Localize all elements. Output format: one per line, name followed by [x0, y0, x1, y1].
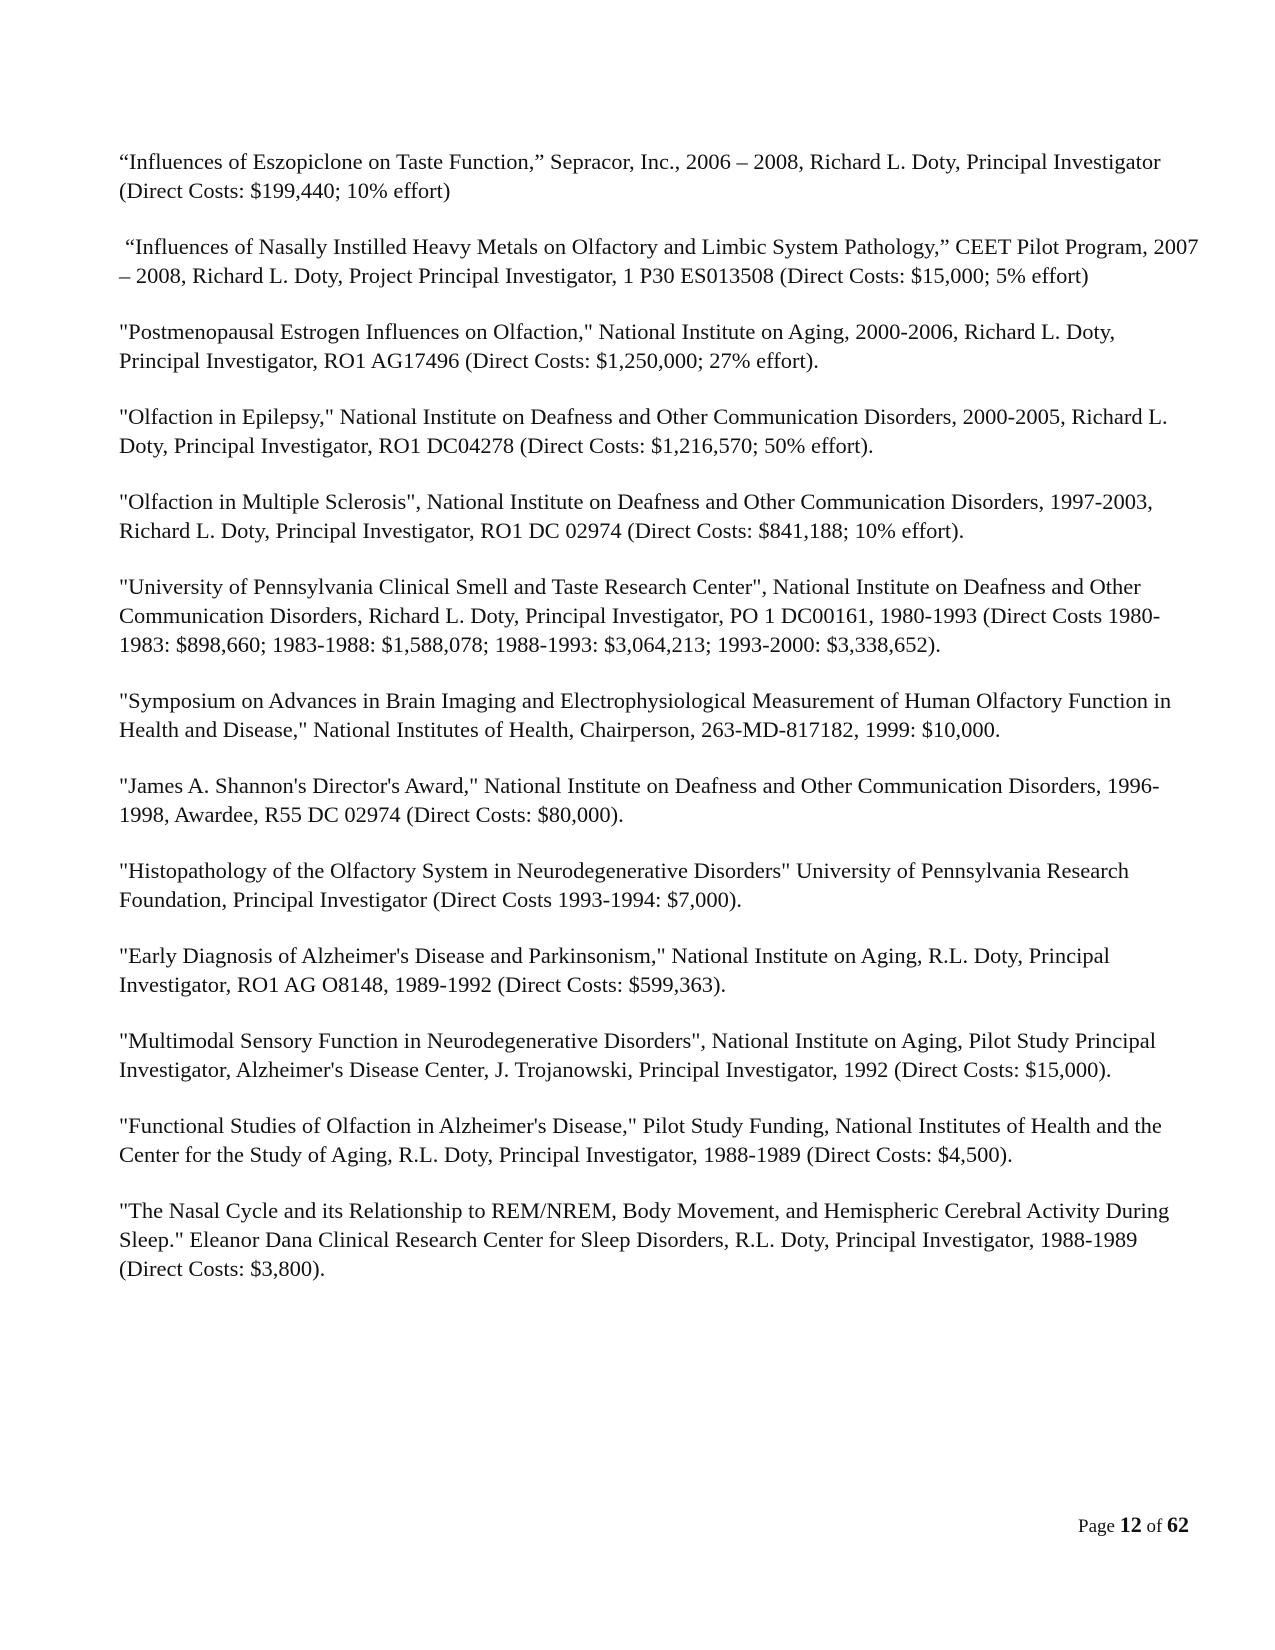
page-footer	[1078, 1513, 1189, 1539]
grant-entry: "Olfaction in Multiple Sclerosis", National Institute on Deafness and Other Communication Disorders, 1997-2003, Richard L. Doty, Principal Investigator, RO1 DC 02974 (Direct Costs: $841,188; 10% effort).	[119, 489, 1153, 543]
grant-entry: "Early Diagnosis of Alzheimer's Disease and Parkinsonism," National Institute on Aging, R.L. Doty, Principal Investigator, RO1 AG O8148, 1989-1992 (Direct Costs: $599,363).	[119, 943, 1110, 997]
grant-entry: "Histopathology of the Olfactory System in Neurodegenerative Disorders" University of Pennsylvania Research Foundation, Principal Investigator (Direct Costs 1993-1994: $7,000).	[119, 858, 1129, 912]
grant-entry: "The Nasal Cycle and its Relationship to REM/NREM, Body Movement, and Hemispheric Cerebral Activity During Sleep." Eleanor Dana Clinical Research Center for Sleep Disorders, R.L. Doty, Principal Investigator, 1988-1989 (Direct Costs: $3,800).	[119, 1198, 1170, 1281]
total-pages: 62	[1167, 1512, 1190, 1537]
grant-list	[119, 147, 1199, 1310]
page-label: Page	[1078, 1516, 1115, 1537]
of-label: of	[1146, 1516, 1163, 1537]
grant-entry: "University of Pennsylvania Clinical Smell and Taste Research Center", National Institute on Deafness and Other Communication Disorders, Richard L. Doty, Principal Investigator, PO 1 DC00161, 1980-1993 (Direct Costs 1980-1983: $898,660; 1983-1988: $1,588,078; 1988-1993: $3,064,213; 1993-2000: $3,338,652).	[119, 574, 1161, 657]
grant-entry: “Influences of Eszopiclone on Taste Function,” Sepracor, Inc., 2006 – 2008, Richard L. Doty, Principal Investigator (Direct Costs: $199,440; 10% effort)	[119, 149, 1161, 203]
grant-entry: “Influences of Nasally Instilled Heavy Metals on Olfactory and Limbic System Pathology,” CEET Pilot Program, 2007 – 2008, Richard L. Doty, Project Principal Investigator, 1 P30 ES013508 (Direct Costs: $15,000; 5% effort)	[119, 234, 1199, 288]
grant-entry: "James A. Shannon's Director's Award," National Institute on Deafness and Other Communication Disorders, 1996-1998, Awardee, R55 DC 02974 (Direct Costs: $80,000).	[119, 773, 1160, 827]
page-number: 12	[1119, 1512, 1142, 1537]
grant-entry: "Multimodal Sensory Function in Neurodegenerative Disorders", National Institute on Aging, Pilot Study Principal Investigator, Alzheimer's Disease Center, J. Trojanowski, Principal Investigator, 1992 (Direct Costs: $15,000).	[119, 1028, 1156, 1082]
grant-entry: "Symposium on Advances in Brain Imaging and Electrophysiological Measurement of Human Olfactory Function in Health and Disease," National Institutes of Health, Chairperson, 263-MD-817182, 1999: $10,000.	[119, 688, 1172, 742]
grant-entry: "Functional Studies of Olfaction in Alzheimer's Disease," Pilot Study Funding, National Institutes of Health and the Center for the Study of Aging, R.L. Doty, Principal Investigator, 1988-1989 (Direct Costs: $4,500).	[119, 1113, 1162, 1167]
grant-entry: "Postmenopausal Estrogen Influences on Olfaction," National Institute on Aging, 2000-2006, Richard L. Doty, Principal Investigator, RO1 AG17496 (Direct Costs: $1,250,000; 27% effort).	[119, 319, 1116, 373]
grant-entry: "Olfaction in Epilepsy," National Institute on Deafness and Other Communication Disorders, 2000-2005, Richard L. Doty, Principal Investigator, RO1 DC04278 (Direct Costs: $1,216,570; 50% effort).	[119, 404, 1168, 458]
